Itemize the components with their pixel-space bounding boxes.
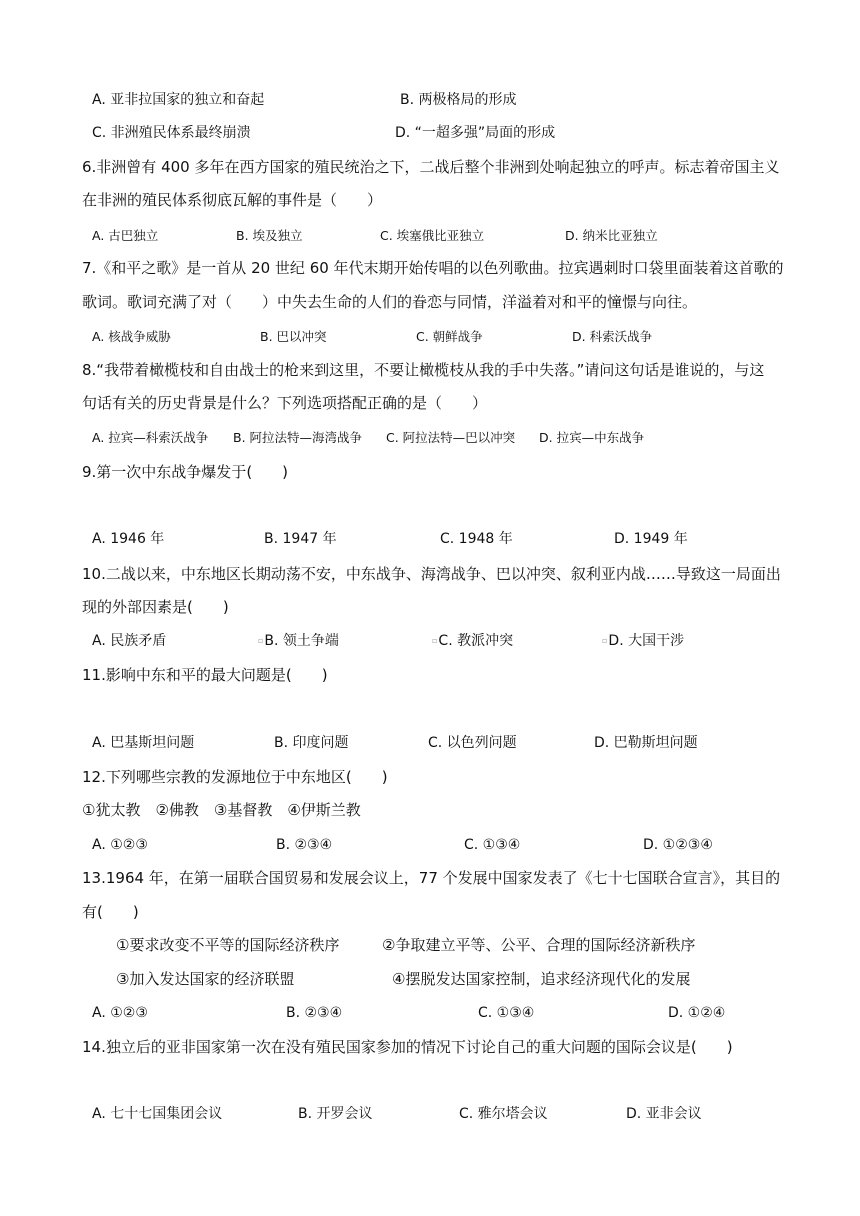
q10-option-a: A. 民族矛盾 [92, 633, 167, 649]
q6-option-c: C. 埃塞俄比亚独立 [380, 228, 485, 243]
q9-option-d: D. 1949 年 [614, 531, 688, 547]
q13-option-a: A. ①②③ [92, 1005, 148, 1021]
q8-option-d: D. 拉宾—中东战争 [539, 430, 645, 445]
q13-item-2: ②争取建立平等、公平、合理的国际经济新秩序 [382, 936, 696, 954]
q10-stem-line1: 10.二战以来，中东地区长期动荡不安，中东战争、海湾战争、巴以冲突、叙利亚内战……导致这一局面出 [82, 565, 781, 583]
q11-stem: 11.影响中东和平的最大问题是( ) [82, 666, 328, 684]
q12-option-c: C. ①③④ [464, 837, 521, 853]
q7-stem-line1: 7.《和平之歌》是一首从 20 世纪 60 年代末期开始传唱的以色列歌曲。拉宾遇刺时口袋里面装着这首歌的 [82, 259, 784, 277]
q5-option-c: C. 非洲殖民体系最终崩溃 [92, 125, 251, 141]
q9-option-b: B. 1947 年 [264, 531, 337, 547]
q6-stem-line2: 在非洲的殖民体系彻底瓦解的事件是（ ） [82, 191, 383, 209]
q6-option-a: A. 古巴独立 [92, 228, 159, 243]
q14-stem: 14.独立后的亚非国家第一次在没有殖民国家参加的情况下讨论自己的重大问题的国际会议是( ) [82, 1038, 733, 1056]
q7-stem-line2: 歌词。歌词充满了对（ ）中失去生命的人们的眷恋与同情，洋溢着对和平的憧憬与向往。 [82, 293, 698, 311]
q8-stem-line2: 句话有关的历史背景是什么？下列选项搭配正确的是（ ） [82, 394, 488, 412]
q10-option-c [432, 631, 513, 651]
q9-stem: 9.第一次中东战争爆发于( ) [82, 463, 289, 481]
q10-option-b-text: B. 领土争端 [264, 633, 339, 649]
q14-option-a: A. 七十七国集团会议 [92, 1106, 223, 1122]
q13-stem-line2: 有( ) [82, 903, 139, 921]
q10-option-b [258, 631, 339, 651]
q12-stem: 12.下列哪些宗教的发源地位于中东地区( ) [82, 768, 388, 786]
q7-option-b: B. 巴以冲突 [260, 329, 327, 344]
q6-option-d: D. 纳米比亚独立 [565, 228, 658, 243]
anchor-mark-icon: ▫ [602, 636, 608, 645]
q8-option-c: C. 阿拉法特—巴以冲突 [386, 430, 516, 445]
q10-option-c-text: C. 教派冲突 [438, 633, 514, 649]
q7-option-a: A. 核战争威胁 [92, 329, 171, 344]
q7-option-c: C. 朝鲜战争 [416, 329, 483, 344]
q5-option-a: A. 亚非拉国家的独立和奋起 [92, 92, 265, 108]
q10-option-d [602, 631, 684, 651]
q6-option-b: B. 埃及独立 [236, 228, 303, 243]
q11-option-c: C. 以色列问题 [428, 735, 517, 751]
q8-stem-line1: 8.“我带着橄榄枝和自由战士的枪来到这里，不要让橄榄枝从我的手中失落。”请问这句话是谁说的，与这 [82, 361, 765, 379]
q14-option-c: C. 雅尔塔会议 [459, 1106, 548, 1122]
q11-option-d: D. 巴勒斯坦问题 [594, 735, 698, 751]
q8-option-a: A. 拉宾—科索沃战争 [92, 430, 209, 445]
q5-option-b: B. 两极格局的形成 [400, 92, 517, 108]
q14-option-b: B. 开罗会议 [298, 1106, 373, 1122]
q12-option-a: A. ①②③ [92, 837, 148, 853]
q13-option-c: C. ①③④ [478, 1005, 535, 1021]
q11-option-b: B. 印度问题 [274, 735, 349, 751]
q6-stem-line1: 6.非洲曾有 400 多年在西方国家的殖民统治之下，二战后整个非洲到处响起独立的呼声。标志着帝国主义 [82, 158, 780, 176]
anchor-mark-icon: ▫ [432, 636, 438, 645]
q10-option-d-text: D. 大国干涉 [608, 633, 685, 649]
q7-option-d: D. 科索沃战争 [572, 329, 653, 344]
q9-option-c: C. 1948 年 [440, 531, 513, 547]
q13-item-1: ①要求改变不平等的国际经济秩序 [116, 936, 340, 954]
q9-option-a: A. 1946 年 [92, 531, 165, 547]
q13-item-3: ③加入发达国家的经济联盟 [116, 970, 295, 988]
q10-stem-line2: 现的外部因素是( ) [82, 598, 229, 616]
q11-option-a: A. 巴基斯坦问题 [92, 735, 195, 751]
q13-option-d: D. ①②④ [668, 1005, 726, 1021]
q14-option-d: D. 亚非会议 [626, 1106, 702, 1122]
q12-items: ①犹太教 ②佛教 ③基督教 ④伊斯兰教 [82, 801, 361, 819]
q13-stem-line1: 13.1964 年，在第一届联合国贸易和发展会议上，77 个发展中国家发表了《七十七国联合宣言》，其目的 [82, 869, 781, 887]
anchor-mark-icon: ▫ [258, 636, 264, 645]
q13-item-4: ④摆脱发达国家控制，追求经济现代化的发展 [392, 970, 691, 988]
q12-option-d: D. ①②③④ [643, 837, 713, 853]
q12-option-b: B. ②③④ [276, 837, 333, 853]
q13-option-b: B. ②③④ [286, 1005, 343, 1021]
q8-option-b: B. 阿拉法特—海湾战争 [233, 430, 363, 445]
q5-option-d: D. “一超多强”局面的形成 [395, 125, 556, 141]
